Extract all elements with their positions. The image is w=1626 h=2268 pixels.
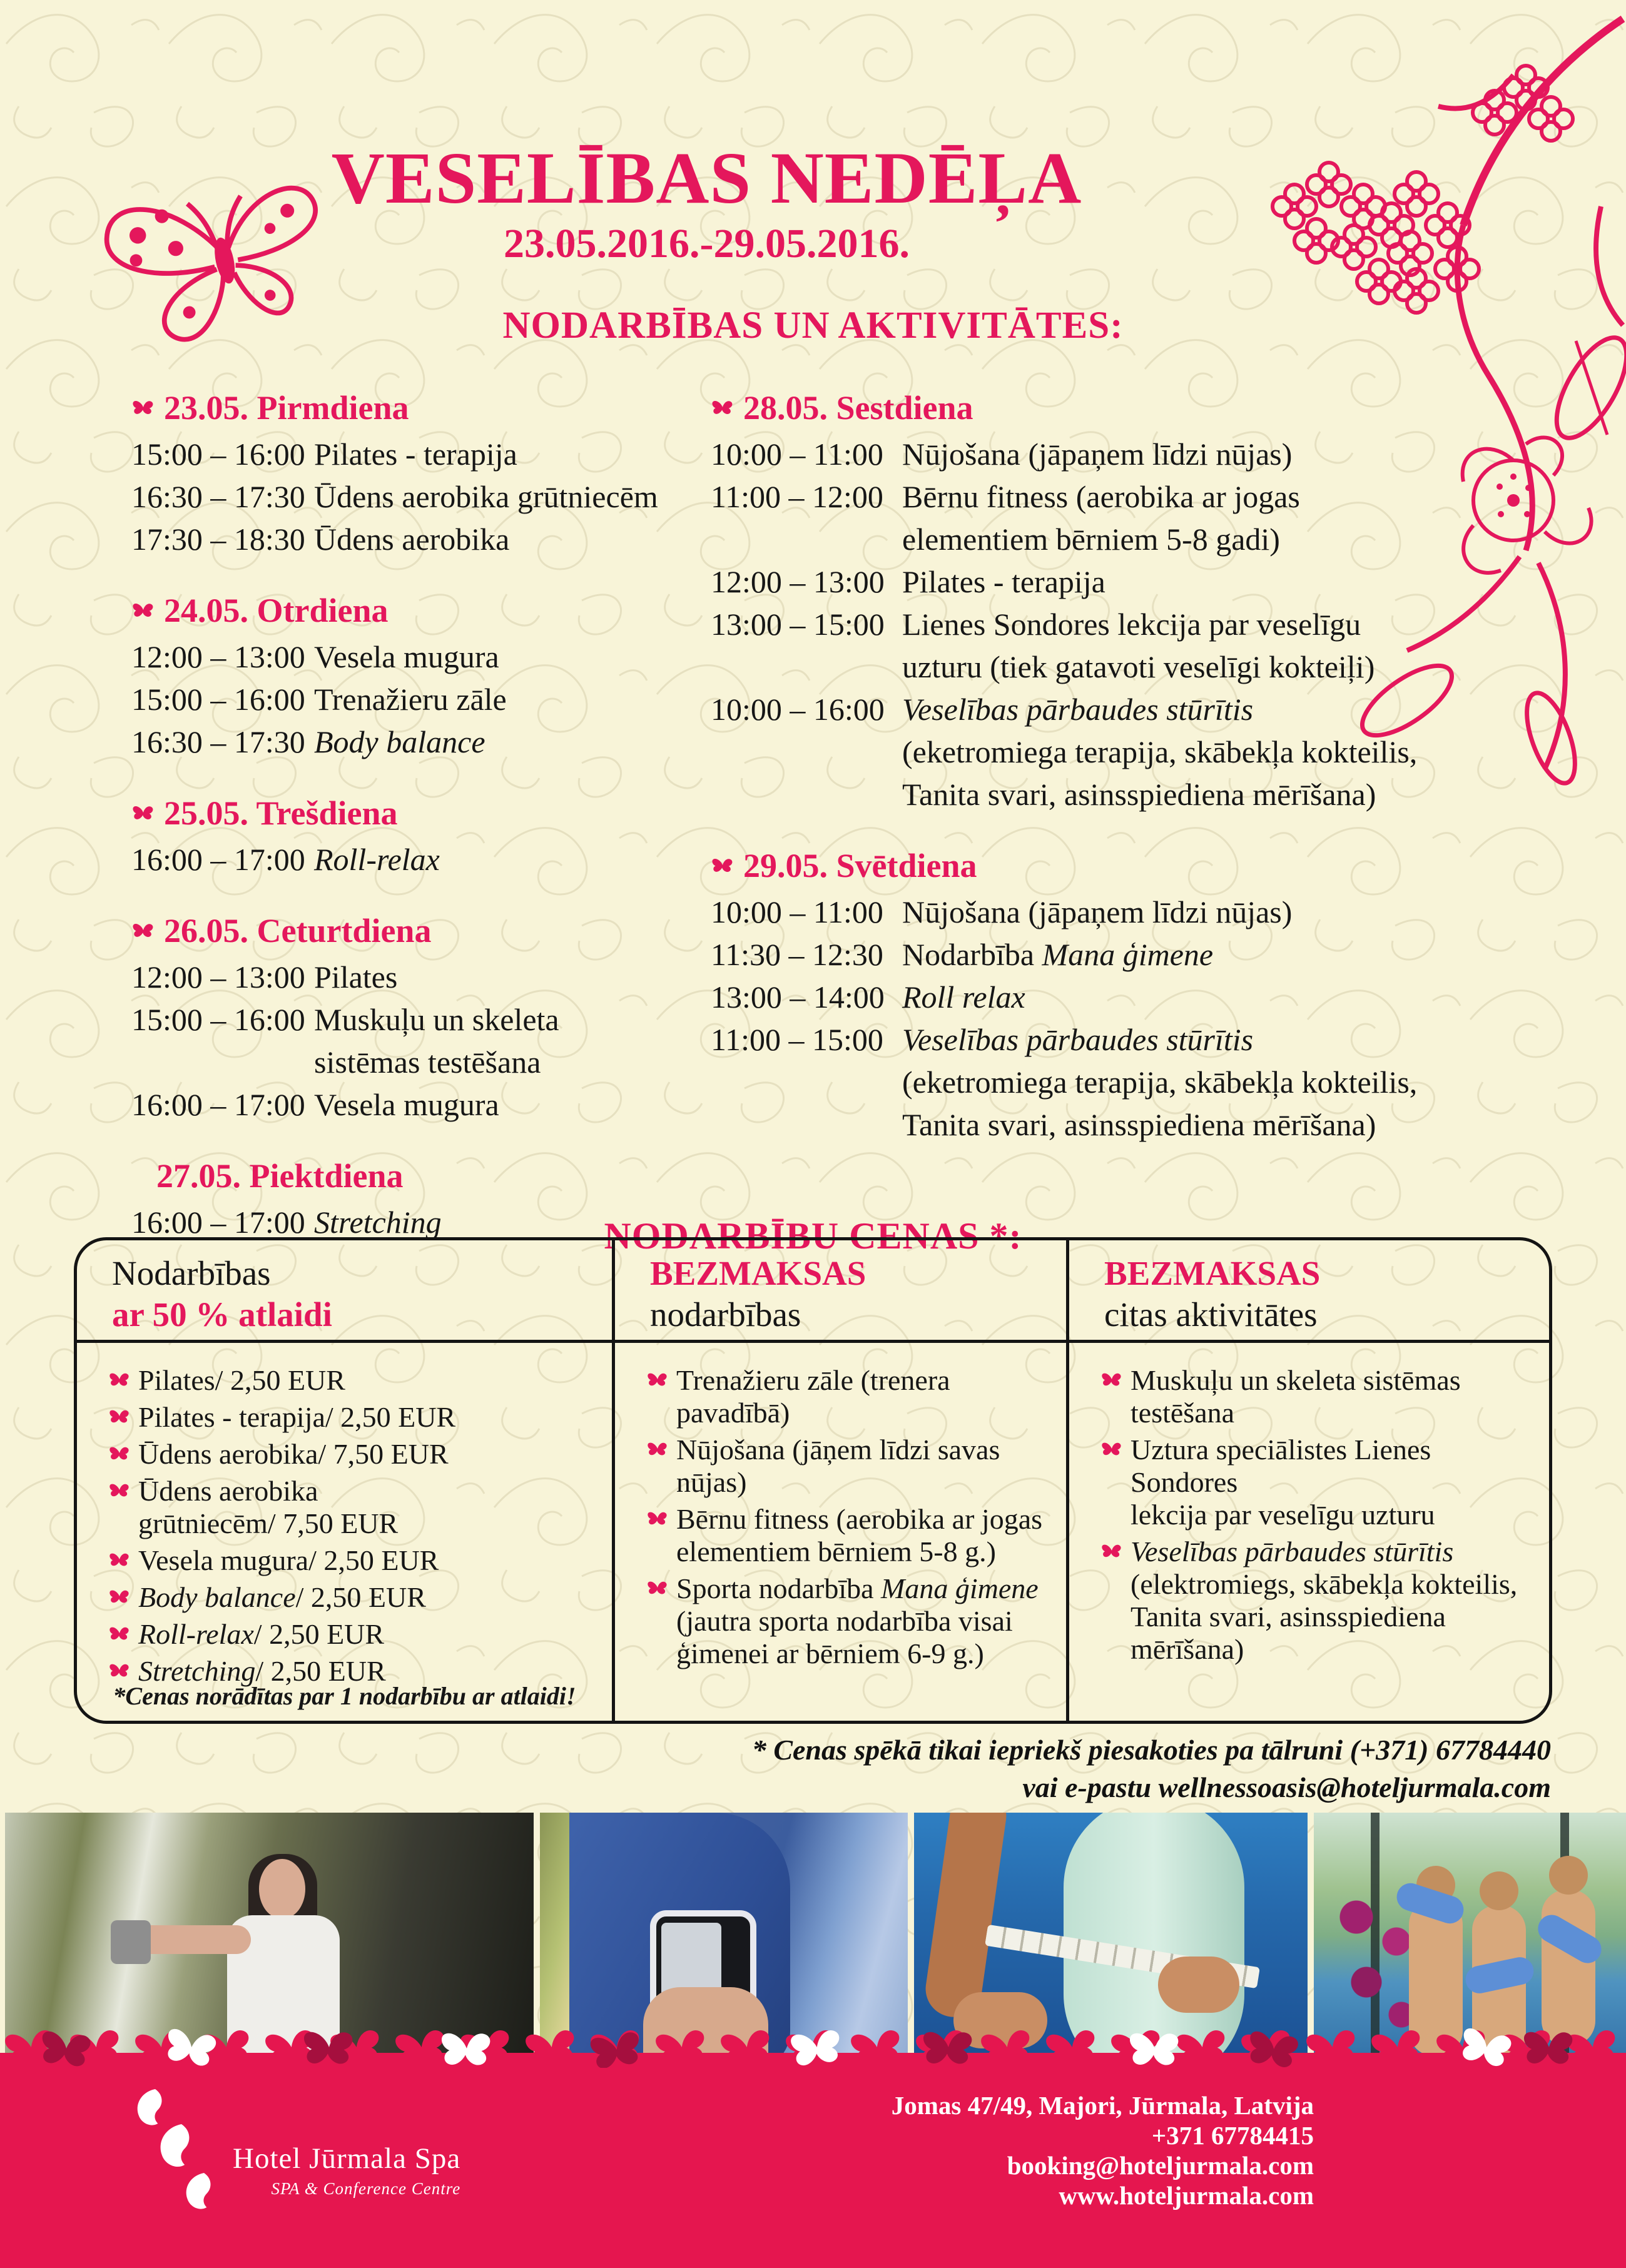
price-item-line: Pilates - terapija/ 2,50 EUR bbox=[138, 1401, 456, 1433]
price-item-text bbox=[138, 1618, 384, 1651]
price-item bbox=[108, 1618, 601, 1651]
item-time: 11:00 – 12:00 bbox=[711, 479, 883, 514]
schedule-column-left bbox=[131, 389, 713, 1275]
item-text-line: Vesela mugura bbox=[314, 1087, 499, 1122]
item-text-line: Pilates bbox=[314, 959, 398, 995]
price-item bbox=[646, 1364, 1055, 1429]
item-text-line: Veselības pārbaudes stūrītis bbox=[902, 1022, 1254, 1057]
price-header-line1: BEZMAKSAS bbox=[650, 1254, 866, 1292]
item-text-line: sistēmas testēšana bbox=[314, 1045, 541, 1080]
item-time: 12:00 – 13:00 bbox=[131, 639, 305, 674]
item-text bbox=[314, 475, 713, 518]
price-item-line: (jautra sporta nodarbība visai bbox=[676, 1605, 1013, 1637]
butterfly-bullet-icon bbox=[131, 804, 155, 821]
item-text-line: Tanita svari, asinsspiediena mērīšana) bbox=[902, 777, 1376, 812]
price-item-line: Ūdens aerobika bbox=[138, 1475, 318, 1507]
price-column-header bbox=[77, 1240, 612, 1343]
day-title: 27.05. Piektdiena bbox=[156, 1157, 404, 1195]
item-text bbox=[902, 603, 1568, 688]
price-item-text bbox=[138, 1438, 449, 1471]
butterfly-bullet-icon bbox=[108, 1372, 131, 1387]
item-text bbox=[314, 518, 713, 560]
schedule-item bbox=[711, 933, 1568, 976]
price-column-body bbox=[77, 1343, 612, 1721]
price-column-3 bbox=[1066, 1240, 1552, 1721]
price-item bbox=[108, 1475, 601, 1540]
day-block bbox=[131, 389, 713, 560]
booking-note-line2: vai e-pastu wellnessoasis@hoteljurmala.com bbox=[1022, 1771, 1551, 1803]
day-block bbox=[711, 389, 1568, 816]
schedule-item bbox=[131, 998, 713, 1083]
item-text bbox=[314, 433, 713, 475]
schedule-item bbox=[711, 976, 1568, 1018]
price-item-text bbox=[676, 1503, 1042, 1568]
item-time: 10:00 – 11:00 bbox=[711, 437, 883, 472]
butterfly-bullet-icon bbox=[646, 1372, 669, 1387]
price-item-line: Uztura speciālistes Lienes Sondores bbox=[1131, 1434, 1431, 1498]
price-header-line2: citas aktivitātes bbox=[1104, 1295, 1318, 1334]
price-item bbox=[646, 1572, 1055, 1670]
item-text-line: Bērnu fitness (aerobika ar jogas bbox=[902, 479, 1300, 514]
price-column-1 bbox=[77, 1240, 612, 1721]
price-item-line: lekcija par veselīgu uzturu bbox=[1131, 1499, 1435, 1531]
price-column-header bbox=[615, 1240, 1066, 1343]
day-block bbox=[131, 912, 713, 1126]
price-header-line2: ar 50 % atlaidi bbox=[112, 1295, 332, 1334]
price-header-line1: Nodarbības bbox=[112, 1254, 271, 1292]
price-item bbox=[108, 1364, 601, 1397]
day-header bbox=[131, 912, 713, 949]
price-item-text bbox=[1131, 1434, 1541, 1531]
butterfly-bullet-icon bbox=[1100, 1543, 1123, 1559]
price-item-text bbox=[676, 1434, 1055, 1499]
price-item-line: Body balance/ 2,50 EUR bbox=[138, 1581, 426, 1613]
price-item-line: elementiem bērniem 5-8 g.) bbox=[676, 1536, 996, 1567]
schedule-item bbox=[131, 1083, 713, 1126]
price-column-body bbox=[1069, 1343, 1552, 1721]
day-header bbox=[131, 389, 713, 427]
butterfly-bullet-icon bbox=[711, 399, 734, 416]
day-header bbox=[131, 592, 713, 629]
day-title: 23.05. Pirmdiena bbox=[164, 389, 409, 427]
item-text bbox=[902, 433, 1568, 475]
item-text-line: Roll-relax bbox=[314, 842, 440, 877]
price-item-text bbox=[676, 1364, 1055, 1429]
day-header bbox=[711, 389, 1568, 427]
item-text bbox=[314, 635, 713, 678]
item-time: 12:00 – 13:00 bbox=[711, 564, 885, 599]
hotel-logo-mark-icon bbox=[128, 2089, 228, 2220]
activities-subtitle: NODARBĪBAS UN AKTIVITĀTES: bbox=[502, 305, 1124, 347]
schedule-item bbox=[711, 433, 1568, 475]
item-time: 16:00 – 17:00 bbox=[131, 1205, 305, 1240]
day-block bbox=[131, 794, 713, 881]
item-text-line: Veselības pārbaudes stūrītis bbox=[902, 692, 1254, 727]
butterfly-bullet-icon bbox=[108, 1663, 131, 1678]
item-text bbox=[314, 721, 713, 763]
price-item-line: Bērnu fitness (aerobika ar jogas bbox=[676, 1503, 1043, 1535]
butterfly-bullet-icon bbox=[1100, 1441, 1123, 1457]
item-time: 15:00 – 16:00 bbox=[131, 682, 305, 717]
price-item bbox=[108, 1438, 601, 1471]
price-item-line: Ūdens aerobika/ 7,50 EUR bbox=[138, 1438, 449, 1470]
price-item-line: Veselības pārbaudes stūrītis bbox=[1131, 1536, 1454, 1567]
hotel-tagline: SPA & Conference Centre bbox=[271, 2179, 461, 2198]
price-item-text bbox=[676, 1572, 1039, 1670]
schedule-item bbox=[131, 475, 713, 518]
item-text bbox=[314, 956, 713, 998]
booking-note bbox=[487, 1731, 1551, 1806]
schedule-item bbox=[711, 1018, 1568, 1146]
item-text-line: Nūjošana (jāpaņem līdzi nūjas) bbox=[902, 437, 1293, 472]
price-item-text bbox=[138, 1401, 455, 1434]
butterfly-bullet-icon bbox=[1100, 1372, 1123, 1387]
item-time: 16:00 – 17:00 bbox=[131, 842, 305, 877]
item-text-line: Nūjošana (jāpaņem līdzi nūjas) bbox=[902, 894, 1293, 929]
item-time: 13:00 – 14:00 bbox=[711, 980, 885, 1015]
day-title: 29.05. Svētdiena bbox=[743, 847, 977, 884]
item-text-line: Stretching bbox=[314, 1205, 442, 1240]
item-text bbox=[314, 1083, 713, 1126]
butterfly-bullet-icon bbox=[108, 1445, 131, 1461]
price-header-line2: nodarbības bbox=[650, 1295, 801, 1334]
prices-heading: NODARBĪBU CENAS *: bbox=[604, 1215, 1022, 1257]
footer bbox=[0, 2068, 1626, 2268]
schedule-item bbox=[131, 721, 713, 763]
item-text bbox=[902, 688, 1568, 816]
price-item-line: Pilates/ 2,50 EUR bbox=[138, 1364, 345, 1396]
contact-address: Jomas 47/49, Majori, Jūrmala, Latvija bbox=[891, 2091, 1314, 2120]
schedule-item bbox=[131, 678, 713, 721]
item-time: 16:30 – 17:30 bbox=[131, 724, 305, 759]
item-time: 10:00 – 11:00 bbox=[711, 894, 883, 929]
price-item-line: Stretching/ 2,50 EUR bbox=[138, 1655, 386, 1687]
price-item-text bbox=[138, 1364, 345, 1397]
schedule-item bbox=[711, 560, 1568, 603]
day-block bbox=[711, 847, 1568, 1146]
item-text-line: Pilates - terapija bbox=[314, 437, 517, 472]
price-column-body bbox=[615, 1343, 1066, 1721]
item-text-line: elementiem bērniem 5-8 gadi) bbox=[902, 522, 1280, 557]
item-text-line: uzturu (tiek gatavoti veselīgi kokteiļi) bbox=[902, 649, 1375, 684]
butterfly-bullet-icon bbox=[711, 857, 734, 874]
price-footnote: *Cenas norādītas par 1 nodarbību ar atlaidi! bbox=[113, 1682, 576, 1710]
price-item-line: Nūjošana (jāņem līdzi savas nūjas) bbox=[676, 1434, 1000, 1498]
price-item-text bbox=[138, 1475, 398, 1540]
schedule-item bbox=[711, 688, 1568, 816]
contact-website: www.hoteljurmala.com bbox=[1059, 2181, 1314, 2210]
booking-note-line1: * Cenas spēkā tikai iepriekš piesakoties pa tālruni (+371) 67784440 bbox=[751, 1734, 1551, 1766]
schedule-item bbox=[711, 475, 1568, 560]
price-item-line: Tanita svari, asinsspiediena bbox=[1131, 1601, 1446, 1633]
item-text-line: Ūdens aerobika grūtniecēm bbox=[314, 479, 658, 514]
price-item-line: ģimenei ar bērniem 6-9 g.) bbox=[676, 1638, 984, 1669]
day-header bbox=[711, 847, 1568, 884]
price-item bbox=[1100, 1536, 1541, 1666]
day-title: 28.05. Sestdiena bbox=[743, 389, 973, 427]
schedule-item bbox=[131, 956, 713, 998]
price-item-line: Vesela mugura/ 2,50 EUR bbox=[138, 1544, 439, 1576]
day-header bbox=[131, 794, 713, 832]
butterfly-bullet-icon bbox=[131, 602, 155, 619]
price-column-header bbox=[1069, 1240, 1552, 1343]
item-text bbox=[314, 678, 713, 721]
item-time: 13:00 – 15:00 bbox=[711, 607, 885, 642]
price-item-text bbox=[138, 1581, 426, 1614]
price-item-line: mērīšana) bbox=[1131, 1633, 1244, 1665]
day-block bbox=[131, 592, 713, 763]
item-text-line: (eketromiega terapija, skābekļa kokteilis, bbox=[902, 734, 1418, 769]
item-text-line: Roll relax bbox=[902, 980, 1025, 1015]
item-text bbox=[902, 891, 1568, 933]
schedule-item bbox=[131, 635, 713, 678]
item-text-line: Nodarbība Mana ģimene bbox=[902, 937, 1214, 972]
price-item-text bbox=[138, 1544, 439, 1577]
item-time: 15:00 – 16:00 bbox=[131, 1002, 305, 1037]
butterfly-bullet-icon bbox=[108, 1409, 131, 1424]
item-text-line: Muskuļu un skeleta bbox=[314, 1002, 559, 1037]
price-table bbox=[74, 1237, 1552, 1724]
item-text-line: Trenažieru zāle bbox=[314, 682, 507, 717]
butterfly-bullet-icon bbox=[108, 1482, 131, 1498]
price-item-line: grūtniecēm/ 7,50 EUR bbox=[138, 1507, 399, 1539]
price-item-line: Muskuļu un skeleta sistēmas bbox=[1131, 1364, 1461, 1396]
item-text bbox=[902, 475, 1568, 560]
price-item bbox=[108, 1544, 601, 1577]
hotel-name: Hotel Jūrmala Spa bbox=[233, 2142, 461, 2175]
butterfly-bullet-icon bbox=[108, 1589, 131, 1604]
day-title: 26.05. Ceturtdiena bbox=[164, 912, 432, 949]
item-text bbox=[314, 998, 713, 1083]
item-time: 11:30 – 12:30 bbox=[711, 937, 883, 972]
page-title: VESELĪBAS NEDĒĻA bbox=[331, 137, 1082, 220]
butterfly-bullet-icon bbox=[646, 1580, 669, 1596]
item-text-line: Tanita svari, asinsspiediena mērīšana) bbox=[902, 1107, 1376, 1142]
price-item-line: Roll-relax/ 2,50 EUR bbox=[138, 1618, 385, 1650]
day-title: 24.05. Otrdiena bbox=[164, 592, 389, 629]
contact-block bbox=[751, 2090, 1314, 2210]
item-text-line: Pilates - terapija bbox=[902, 564, 1105, 599]
butterfly-bullet-icon bbox=[131, 399, 155, 416]
contact-email: booking@hoteljurmala.com bbox=[1007, 2151, 1314, 2180]
schedule-item bbox=[711, 603, 1568, 688]
price-item bbox=[646, 1434, 1055, 1499]
schedule-item bbox=[131, 838, 713, 881]
item-text-line: Lienes Sondores lekcija par veselīgu bbox=[902, 607, 1361, 642]
item-text bbox=[314, 838, 713, 881]
item-text-line: Vesela mugura bbox=[314, 639, 499, 674]
schedule-column-right bbox=[711, 389, 1568, 1177]
item-time: 16:00 – 17:00 bbox=[131, 1087, 305, 1122]
price-item-line: Sporta nodarbība Mana ģimene bbox=[676, 1572, 1039, 1604]
item-text bbox=[902, 1018, 1568, 1146]
item-time: 15:00 – 16:00 bbox=[131, 437, 305, 472]
butterfly-bullet-icon bbox=[108, 1626, 131, 1641]
price-header-line1: BEZMAKSAS bbox=[1104, 1254, 1321, 1292]
contact-phone: +371 67784415 bbox=[1151, 2121, 1314, 2150]
schedule-item bbox=[131, 433, 713, 475]
price-item-line: (elektromiegs, skābekļa kokteilis, bbox=[1131, 1568, 1518, 1600]
price-item-text bbox=[1131, 1536, 1517, 1666]
butterfly-bullet-icon bbox=[646, 1441, 669, 1457]
item-time: 10:00 – 16:00 bbox=[711, 692, 885, 727]
price-item bbox=[1100, 1434, 1541, 1531]
price-item bbox=[646, 1503, 1055, 1568]
price-item bbox=[108, 1401, 601, 1434]
butterfly-bullet-icon bbox=[108, 1552, 131, 1567]
item-text bbox=[902, 976, 1568, 1018]
hotel-logo-lockup bbox=[233, 2142, 460, 2199]
item-time: 11:00 – 15:00 bbox=[711, 1022, 883, 1057]
schedule-item bbox=[131, 518, 713, 560]
price-column-2 bbox=[612, 1240, 1066, 1721]
price-item-line: testēšana bbox=[1131, 1397, 1235, 1429]
item-text-line: Ūdens aerobika bbox=[314, 522, 510, 557]
item-time: 17:30 – 18:30 bbox=[131, 522, 305, 557]
day-title: 25.05. Trešdiena bbox=[164, 794, 398, 832]
item-text-line: Body balance bbox=[314, 724, 485, 759]
butterfly-bullet-icon bbox=[646, 1511, 669, 1526]
price-item bbox=[1100, 1364, 1541, 1429]
price-item-text bbox=[1131, 1364, 1461, 1429]
item-text-line: (eketromiega terapija, skābekļa kokteilis, bbox=[902, 1065, 1418, 1100]
day-header bbox=[156, 1157, 713, 1195]
item-text bbox=[902, 560, 1568, 603]
date-range: 23.05.2016.-29.05.2016. bbox=[504, 221, 910, 266]
item-time: 12:00 – 13:00 bbox=[131, 959, 305, 995]
price-item-line: Trenažieru zāle (trenera pavadībā) bbox=[676, 1364, 950, 1429]
item-time: 16:30 – 17:30 bbox=[131, 479, 305, 514]
price-item bbox=[108, 1581, 601, 1614]
schedule-item bbox=[711, 891, 1568, 933]
item-text bbox=[902, 933, 1568, 976]
butterfly-bullet-icon bbox=[131, 922, 155, 939]
